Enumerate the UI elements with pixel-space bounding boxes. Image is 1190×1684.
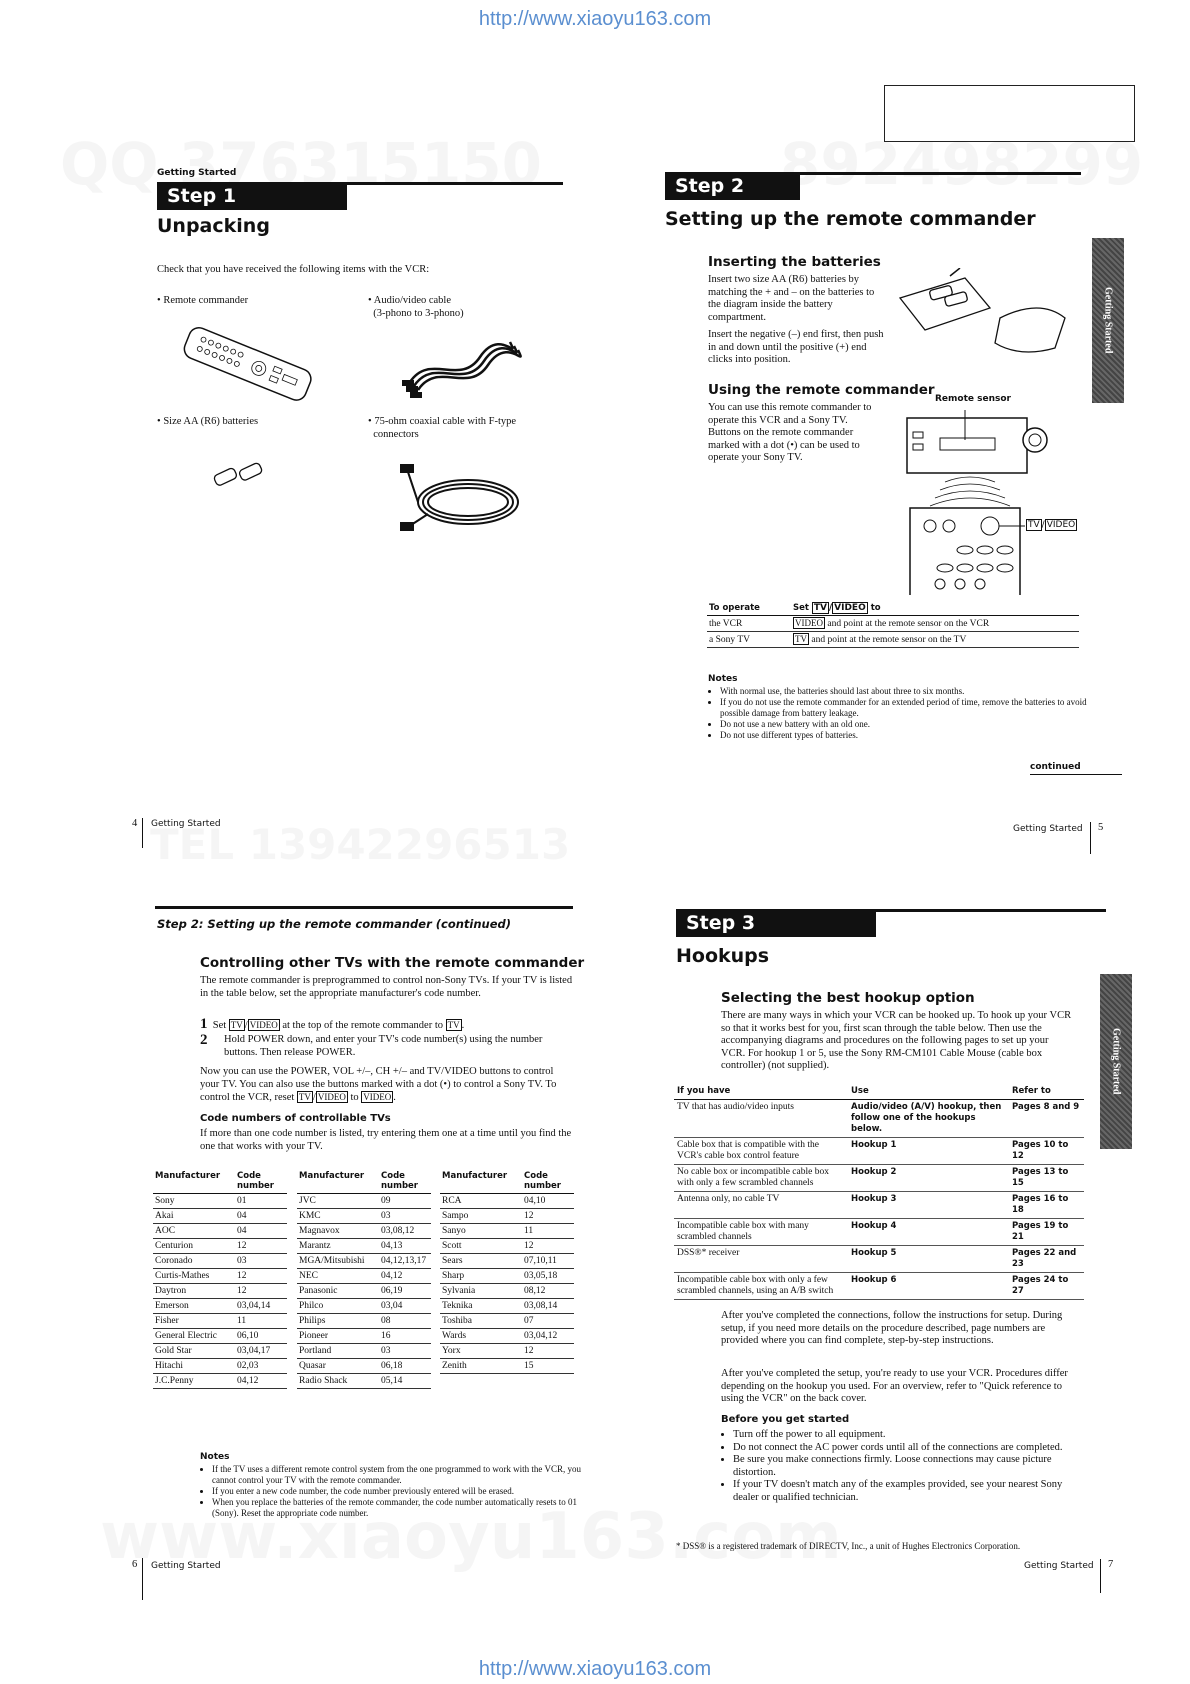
code-cell-mfr: Daytron bbox=[153, 1284, 235, 1299]
p4-item-batteries-label: Size AA (R6) batteries bbox=[163, 416, 259, 427]
table-row bbox=[153, 1299, 287, 1314]
code-cell-code: 03,04,12 bbox=[522, 1329, 574, 1344]
codes3-col-mfr: Manufacturer bbox=[440, 1169, 522, 1194]
table-row bbox=[674, 1273, 1084, 1300]
p6-codes-body-3 bbox=[440, 1194, 574, 1374]
list-item: • If you do not use the remote commander for an extended period of time, remove the batteries to avoid possible damage from battery leakage. bbox=[720, 697, 1090, 719]
code-cell-mfr: Gold Star bbox=[153, 1344, 235, 1359]
code-cell-mfr: JVC bbox=[297, 1194, 379, 1209]
hookup-cell-refer: Pages 22 and 23 bbox=[1009, 1246, 1084, 1273]
p6-footer-rule bbox=[142, 1558, 143, 1600]
code-cell-mfr: KMC bbox=[297, 1209, 379, 1224]
tvvideo-sep: / bbox=[1041, 520, 1045, 530]
p6-step-1-video: VIDEO bbox=[249, 1020, 278, 1030]
table-row bbox=[153, 1359, 287, 1374]
code-cell-mfr: General Electric bbox=[153, 1329, 235, 1344]
table-row bbox=[440, 1254, 574, 1269]
p5-title: Setting up the remote commander bbox=[665, 208, 1036, 230]
code-cell-code: 06,10 bbox=[235, 1329, 287, 1344]
table-row bbox=[440, 1359, 574, 1374]
code-cell-code: 03 bbox=[235, 1254, 287, 1269]
p6-step-2-text: Hold POWER down, and enter your TV's code number(s) using the number buttons. Then release POWER. bbox=[224, 1034, 543, 1058]
p7-step-bar bbox=[856, 909, 1106, 912]
p6-codes-table-2 bbox=[297, 1169, 431, 1389]
p5-use-title: Using the remote commander bbox=[708, 382, 935, 398]
set-col-post: to bbox=[870, 603, 881, 613]
code-cell-mfr: Emerson bbox=[153, 1299, 235, 1314]
p7-footer-rule bbox=[1100, 1559, 1101, 1593]
code-cell-code: 04,13 bbox=[379, 1239, 431, 1254]
list-item: • If your TV doesn't match any of the examples provided, see your nearest Sony dealer or qualified technician. bbox=[733, 1479, 1089, 1504]
p5-tvvideo-callout bbox=[1026, 520, 1077, 531]
list-item: • Do not use a new battery with an old one. bbox=[720, 719, 1090, 730]
list-item: • If the TV uses a different remote control system from the one programmed to work with the VCR, you cannot control your TV with the remote commander. bbox=[212, 1464, 587, 1486]
code-cell-code: 08 bbox=[379, 1314, 431, 1329]
table-row bbox=[297, 1374, 431, 1389]
p4-step-header bbox=[157, 182, 563, 210]
code-cell-code: 04,12 bbox=[235, 1374, 287, 1389]
table-row bbox=[297, 1344, 431, 1359]
p6-after: Now you can use the POWER, VOL +/–, CH +/– and TV/VIDEO buttons to control your TV. You can also use the buttons marked with a dot (•) to control a Sony TV. To control the VCR, reset TV / VIDEO to VIDEO . bbox=[200, 1066, 557, 1104]
hookup-cell-have: No cable box or incompatible cable box with only a few scrambled channels bbox=[674, 1165, 848, 1192]
hookup-cell-use: Hookup 3 bbox=[848, 1192, 1009, 1219]
p6-after-to: to bbox=[350, 1092, 359, 1104]
p4-item-av-label: Audio/video cable bbox=[373, 295, 452, 306]
list-item: • Be sure you make connections firmly. Loose connections may cause picture distortion. bbox=[733, 1454, 1089, 1479]
table-row bbox=[674, 1165, 1084, 1192]
operate-row-tv-text: and point at the remote sensor on the TV bbox=[811, 635, 967, 645]
code-cell-mfr: Coronado bbox=[153, 1254, 235, 1269]
coax-cable-illustration bbox=[398, 452, 528, 537]
code-cell-mfr: Philco bbox=[297, 1299, 379, 1314]
hookup-cell-refer: Pages 10 to 12 bbox=[1009, 1138, 1084, 1165]
hookup-col-use: Use bbox=[848, 1084, 1009, 1100]
video-button-label: VIDEO bbox=[1046, 520, 1076, 530]
p6-after-text: Now you can use the POWER, VOL +/–, CH +/– and TV/VIDEO buttons to control your TV. You can also use the buttons marked with a dot (•) to control a Sony TV. To control the VCR, reset bbox=[200, 1066, 557, 1104]
p7-intro: There are many ways in which your VCR can be hooked up. To hook up your VCR so that it works best for you, first scan through the table below. Then use the accompanying diagrams and procedures on the following pages to set up your VCR. For hookup 1 or 5, use the Sony RM-CM101 Cable Mouse (cable box controller) (not supplied). bbox=[721, 1010, 1072, 1072]
code-cell-mfr: Sears bbox=[440, 1254, 522, 1269]
p5-notes-list bbox=[708, 686, 1090, 741]
code-cell-code: 09 bbox=[379, 1194, 431, 1209]
p6-codes-body-2 bbox=[297, 1194, 431, 1389]
hookup-col-refer: Refer to bbox=[1009, 1084, 1084, 1100]
p6-notes-list bbox=[200, 1464, 587, 1519]
hookup-cell-use: Hookup 6 bbox=[848, 1273, 1009, 1300]
code-cell-mfr: Curtis-Mathes bbox=[153, 1269, 235, 1284]
code-cell-code: 12 bbox=[235, 1284, 287, 1299]
p7-step-label: Step 3 bbox=[676, 909, 876, 937]
code-cell-code: 03,08,14 bbox=[522, 1299, 574, 1314]
code-cell-mfr: Pioneer bbox=[297, 1329, 379, 1344]
code-cell-code: 03 bbox=[379, 1344, 431, 1359]
code-cell-code: 06,18 bbox=[379, 1359, 431, 1374]
p4-item-batteries: • Size AA (R6) batteries bbox=[157, 416, 259, 427]
code-cell-mfr: Wards bbox=[440, 1329, 522, 1344]
table-row bbox=[674, 1100, 1084, 1138]
operate-col-header: To operate bbox=[707, 601, 791, 616]
code-cell-code: 12 bbox=[522, 1239, 574, 1254]
table-row bbox=[297, 1239, 431, 1254]
code-cell-mfr: Scott bbox=[440, 1239, 522, 1254]
hookup-cell-refer: Pages 13 to 15 bbox=[1009, 1165, 1084, 1192]
batteries-illustration bbox=[210, 455, 270, 495]
tv-button-label: TV bbox=[1028, 520, 1040, 530]
p6-intro: The remote commander is preprogrammed to control non-Sony TVs. If your TV is listed in the table below, set the appropriate manufacturer's code number. bbox=[200, 975, 573, 999]
code-cell-mfr: Yorx bbox=[440, 1344, 522, 1359]
table-row bbox=[674, 1219, 1084, 1246]
code-cell-mfr: Radio Shack bbox=[297, 1374, 379, 1389]
p5-footer-num: 5 bbox=[1098, 822, 1104, 833]
p5-operate-table bbox=[707, 601, 1079, 648]
hookup-col-have: If you have bbox=[674, 1084, 848, 1100]
table-row bbox=[153, 1284, 287, 1299]
table-row bbox=[153, 1239, 287, 1254]
p7-hookup-table bbox=[674, 1084, 1084, 1300]
remote-sensor-label: Remote sensor bbox=[935, 394, 1011, 404]
p7-side-tab: Getting Started bbox=[1100, 974, 1132, 1149]
code-cell-code: 16 bbox=[379, 1329, 431, 1344]
p5-batt-title: Inserting the batteries bbox=[708, 254, 881, 270]
battery-insert-illustration bbox=[890, 268, 1070, 356]
set-col-header: Set TV / VIDEO to bbox=[791, 601, 1079, 616]
hookup-cell-refer: Pages 8 and 9 bbox=[1009, 1100, 1084, 1138]
code-cell-mfr: Magnavox bbox=[297, 1224, 379, 1239]
code-cell-code: 04 bbox=[235, 1224, 287, 1239]
list-item: • With normal use, the batteries should last about three to six months. bbox=[720, 686, 1090, 697]
code-cell-code: 12 bbox=[522, 1209, 574, 1224]
hookup-cell-refer: Pages 24 to 27 bbox=[1009, 1273, 1084, 1300]
code-cell-code: 08,12 bbox=[522, 1284, 574, 1299]
p7-before-list bbox=[721, 1429, 1089, 1505]
code-cell-code: 03,08,12 bbox=[379, 1224, 431, 1239]
table-row bbox=[440, 1314, 574, 1329]
operate-row-vcr-text: and point at the remote sensor on the VCR bbox=[827, 619, 990, 629]
hookup-cell-refer: Pages 19 to 21 bbox=[1009, 1219, 1084, 1246]
hookup-cell-have: TV that has audio/video inputs bbox=[674, 1100, 848, 1138]
p5-step-header bbox=[665, 172, 1081, 200]
table-row bbox=[153, 1344, 287, 1359]
table-row bbox=[440, 1284, 574, 1299]
p6-step-1-tv: TV bbox=[230, 1020, 243, 1030]
p5-step-label: Step 2 bbox=[665, 172, 800, 200]
code-cell-mfr: Sharp bbox=[440, 1269, 522, 1284]
table-row bbox=[707, 616, 1079, 632]
p4-step-bar bbox=[327, 182, 563, 185]
code-cell-code: 07,10,11 bbox=[522, 1254, 574, 1269]
set-col-pre: Set bbox=[793, 603, 809, 613]
table-row bbox=[297, 1299, 431, 1314]
list-item: • When you replace the batteries of the remote commander, the code number automatically resets to 01 (Sony). Reset the appropriate code number. bbox=[212, 1497, 587, 1519]
code-cell-code: 04,10 bbox=[522, 1194, 574, 1209]
code-cell-code: 03,05,18 bbox=[522, 1269, 574, 1284]
table-row bbox=[153, 1314, 287, 1329]
table-row bbox=[153, 1254, 287, 1269]
p6-sub-title: Code numbers of controllable TVs bbox=[200, 1113, 391, 1124]
p4-item-coax-label: 75-ohm coaxial cable with F-type bbox=[374, 416, 517, 427]
list-item: • Turn off the power to all equipment. bbox=[733, 1429, 1089, 1442]
p5-use-text: You can use this remote commander to operate this VCR and a Sony TV. Buttons on the remote commander marked with a dot (•) can be used to operate your Sony TV. bbox=[708, 402, 872, 464]
table-row bbox=[153, 1269, 287, 1284]
table-row bbox=[440, 1209, 574, 1224]
code-cell-code: 04 bbox=[235, 1209, 287, 1224]
table-row bbox=[153, 1329, 287, 1344]
codes3-col-code: Code number bbox=[522, 1169, 574, 1194]
code-cell-mfr: Marantz bbox=[297, 1239, 379, 1254]
table-row bbox=[153, 1224, 287, 1239]
table-row bbox=[297, 1314, 431, 1329]
code-cell-mfr: NEC bbox=[297, 1269, 379, 1284]
code-cell-mfr: Teknika bbox=[440, 1299, 522, 1314]
table-row bbox=[440, 1269, 574, 1284]
code-cell-code: 11 bbox=[235, 1314, 287, 1329]
p7-after2: After you've completed the setup, you're ready to use your VCR. Procedures differ depending on the hookup you used. For an overview, refer to "Quick reference to using the VCR" on the back cover. bbox=[721, 1368, 1068, 1405]
vcr-remote-illustration bbox=[905, 410, 1055, 595]
p5-side-tab: Getting Started bbox=[1092, 238, 1124, 403]
hookup-cell-use: Hookup 4 bbox=[848, 1219, 1009, 1246]
code-cell-code: 12 bbox=[235, 1269, 287, 1284]
table-row bbox=[674, 1138, 1084, 1165]
code-cell-code: 06,19 bbox=[379, 1284, 431, 1299]
table-row bbox=[440, 1344, 574, 1359]
code-cell-mfr: Toshiba bbox=[440, 1314, 522, 1329]
table-row bbox=[707, 632, 1079, 648]
code-cell-code: 03 bbox=[379, 1209, 431, 1224]
code-cell-mfr: Panasonic bbox=[297, 1284, 379, 1299]
p7-step-header bbox=[676, 909, 1106, 937]
code-cell-mfr: MGA/Mitsubishi bbox=[297, 1254, 379, 1269]
code-cell-code: 11 bbox=[522, 1224, 574, 1239]
p4-item-av: • Audio/video cable (3-phono to 3-phono) bbox=[368, 295, 464, 319]
table-row bbox=[674, 1192, 1084, 1219]
p6-step-1-mid: at the top of the remote commander to bbox=[282, 1020, 443, 1031]
p6-after-video: VIDEO bbox=[317, 1092, 346, 1103]
p6-codes-table-1 bbox=[153, 1169, 287, 1389]
p4-item-coax: • 75-ohm coaxial cable with F-type connectors bbox=[368, 416, 517, 440]
code-cell-code: 02,03 bbox=[235, 1359, 287, 1374]
p7-title: Hookups bbox=[676, 945, 770, 967]
codes1-col-code: Code number bbox=[235, 1169, 287, 1194]
code-cell-mfr: Sony bbox=[153, 1194, 235, 1209]
code-cell-code: 12 bbox=[522, 1344, 574, 1359]
p4-section: Getting Started bbox=[157, 168, 237, 178]
hookup-cell-refer: Pages 16 to 18 bbox=[1009, 1192, 1084, 1219]
p5-footer-text: Getting Started bbox=[1013, 824, 1083, 834]
hookup-cell-use: Hookup 1 bbox=[848, 1138, 1009, 1165]
hookup-cell-have: Incompatible cable box with only a few scrambled channels, using an A/B switch bbox=[674, 1273, 848, 1300]
p6-step-1: 1 Set TV / VIDEO at the top of the remote commander to TV . bbox=[200, 1016, 465, 1032]
table-row bbox=[297, 1254, 431, 1269]
av-cable-illustration bbox=[390, 332, 530, 402]
table-row bbox=[297, 1284, 431, 1299]
code-cell-mfr: Hitachi bbox=[153, 1359, 235, 1374]
p4-item-remote-label: Remote commander bbox=[163, 295, 249, 306]
code-cell-mfr: Fisher bbox=[153, 1314, 235, 1329]
code-cell-code: 04,12 bbox=[379, 1269, 431, 1284]
p6-step-2-num: 2 bbox=[200, 1032, 208, 1048]
table-row bbox=[440, 1299, 574, 1314]
code-cell-code: 04,12,13,17 bbox=[379, 1254, 431, 1269]
p4-title: Unpacking bbox=[157, 215, 270, 237]
p7-footer-text: Getting Started bbox=[1024, 1561, 1094, 1571]
hookup-cell-use: Hookup 5 bbox=[848, 1246, 1009, 1273]
hookup-cell-have: Incompatible cable box with many scrambled channels bbox=[674, 1219, 848, 1246]
p6-codes-table-3 bbox=[440, 1169, 574, 1374]
code-cell-mfr: Sampo bbox=[440, 1209, 522, 1224]
table-row bbox=[297, 1329, 431, 1344]
p4-footer-text: Getting Started bbox=[151, 819, 221, 829]
table-row bbox=[674, 1246, 1084, 1273]
code-cell-code: 12 bbox=[235, 1239, 287, 1254]
table-row bbox=[153, 1374, 287, 1389]
list-item: • Do not connect the AC power cords until all of the connections are completed. bbox=[733, 1442, 1089, 1455]
p4-item-av-sub: (3-phono to 3-phono) bbox=[373, 307, 464, 319]
p5-batt-text2: Insert the negative (–) end first, then push in and down until the positive (+) end clicks into position. bbox=[708, 329, 884, 366]
code-cell-code: 15 bbox=[522, 1359, 574, 1374]
table-row bbox=[153, 1209, 287, 1224]
table-row bbox=[153, 1194, 287, 1209]
table-row bbox=[440, 1239, 574, 1254]
code-cell-mfr: J.C.Penny bbox=[153, 1374, 235, 1389]
p6-after-video-target: VIDEO bbox=[363, 1092, 392, 1103]
p6-footer-text: Getting Started bbox=[151, 1561, 221, 1571]
p6-notes-title: Notes bbox=[200, 1452, 230, 1462]
p6-step-2 bbox=[200, 1034, 575, 1059]
p6-step-1-tv-target: TV bbox=[447, 1020, 460, 1030]
p5-batt-text1: Insert two size AA (R6) batteries by matching the + and – on the batteries to the diagram inside the battery compartment. bbox=[708, 274, 875, 323]
p5-step-bar bbox=[780, 172, 1081, 175]
list-item: • If you enter a new code number, the code number previously entered will be erased. bbox=[212, 1486, 587, 1497]
hookup-cell-have: Cable box that is compatible with the VCR's cable box control feature bbox=[674, 1138, 848, 1165]
code-cell-code: 05,14 bbox=[379, 1374, 431, 1389]
operate-row-vcr-button: VIDEO bbox=[795, 618, 823, 628]
p6-step-1-end: . bbox=[461, 1020, 465, 1031]
table-row bbox=[297, 1359, 431, 1374]
code-cell-mfr: RCA bbox=[440, 1194, 522, 1209]
code-cell-mfr: Quasar bbox=[297, 1359, 379, 1374]
code-cell-mfr: Philips bbox=[297, 1314, 379, 1329]
remote-commander-illustration bbox=[178, 318, 318, 408]
table-row bbox=[297, 1224, 431, 1239]
p4-footer-rule bbox=[142, 818, 143, 848]
operate-row-tv: a Sony TV bbox=[707, 632, 791, 648]
p6-footer-num: 6 bbox=[132, 1559, 138, 1570]
p6-after-tv: TV bbox=[298, 1092, 311, 1103]
hookup-cell-have: Antenna only, no cable TV bbox=[674, 1192, 848, 1219]
p6-header-rule bbox=[155, 906, 573, 909]
p5-continued: continued bbox=[1030, 762, 1081, 772]
p7-footnote: * DSS® is a registered trademark of DIRECTV, Inc., a unit of Hughes Electronics Corporation. bbox=[676, 1541, 1021, 1551]
code-cell-code: 07 bbox=[522, 1314, 574, 1329]
operate-row-tv-action bbox=[791, 632, 1079, 648]
codes2-col-code: Code number bbox=[379, 1169, 431, 1194]
operate-row-tv-button: TV bbox=[795, 634, 807, 644]
code-cell-code: 03,04 bbox=[379, 1299, 431, 1314]
table-row bbox=[297, 1209, 431, 1224]
p6-step-1-pre: Set bbox=[212, 1020, 227, 1031]
p5-notes-title: Notes bbox=[708, 674, 738, 684]
p6-sub-text: If more than one code number is listed, try entering them one at a time until you find the one that works with your TV. bbox=[200, 1128, 572, 1152]
code-cell-mfr: Sylvania bbox=[440, 1284, 522, 1299]
code-cell-mfr: Centurion bbox=[153, 1239, 235, 1254]
hookup-cell-have: DSS®* receiver bbox=[674, 1246, 848, 1273]
p5-continued-rule bbox=[1030, 774, 1122, 775]
code-cell-code: 03,04,17 bbox=[235, 1344, 287, 1359]
p7-footer-num: 7 bbox=[1108, 1559, 1114, 1570]
bottom-url[interactable]: http://www.xiaoyu163.com bbox=[478, 1658, 712, 1680]
p7-after1: After you've completed the connections, follow the instructions for setup. During setup, if you need more details on the procedure described, page numbers are provided where you can find complete, step-by-step instructions. bbox=[721, 1310, 1063, 1347]
p7-sub-title: Selecting the best hookup option bbox=[721, 990, 975, 1006]
codes1-col-mfr: Manufacturer bbox=[153, 1169, 235, 1194]
set-col-tv: TV bbox=[813, 603, 828, 613]
p7-hookup-body bbox=[674, 1100, 1084, 1300]
p6-header: Step 2: Setting up the remote commander (continued) bbox=[157, 917, 512, 931]
code-cell-mfr: Akai bbox=[153, 1209, 235, 1224]
operate-row-vcr-action bbox=[791, 616, 1079, 632]
code-cell-mfr: Sanyo bbox=[440, 1224, 522, 1239]
p6-step-1-num: 1 bbox=[200, 1016, 208, 1032]
table-row bbox=[440, 1194, 574, 1209]
p4-item-coax-sub: connectors bbox=[373, 428, 419, 440]
table-row bbox=[440, 1329, 574, 1344]
top-url[interactable]: http://www.xiaoyu163.com bbox=[478, 8, 712, 30]
p4-item-remote: • Remote commander bbox=[157, 295, 249, 306]
p4-intro: Check that you have received the following items with the VCR: bbox=[157, 264, 430, 275]
code-cell-code: 03,04,14 bbox=[235, 1299, 287, 1314]
table-row bbox=[297, 1194, 431, 1209]
p6-codes-body-1 bbox=[153, 1194, 287, 1389]
codes2-col-mfr: Manufacturer bbox=[297, 1169, 379, 1194]
code-cell-mfr: Zenith bbox=[440, 1359, 522, 1374]
hookup-cell-use: Hookup 2 bbox=[848, 1165, 1009, 1192]
p7-before-title: Before you get started bbox=[721, 1414, 850, 1425]
code-cell-mfr: Portland bbox=[297, 1344, 379, 1359]
operate-row-vcr: the VCR bbox=[707, 616, 791, 632]
code-cell-code: 01 bbox=[235, 1194, 287, 1209]
p4-step-label: Step 1 bbox=[157, 182, 347, 210]
set-col-video: VIDEO bbox=[834, 603, 866, 613]
table-row bbox=[297, 1269, 431, 1284]
p4-footer-num: 4 bbox=[132, 818, 138, 829]
table-row bbox=[440, 1224, 574, 1239]
hookup-cell-use: Audio/video (A/V) hookup, then follow one of the hookups below. bbox=[848, 1100, 1009, 1138]
code-cell-mfr: AOC bbox=[153, 1224, 235, 1239]
list-item: • Do not use different types of batteries. bbox=[720, 730, 1090, 741]
p6-title: Controlling other TVs with the remote commander bbox=[200, 955, 585, 971]
p5-footer-rule bbox=[1090, 822, 1091, 854]
